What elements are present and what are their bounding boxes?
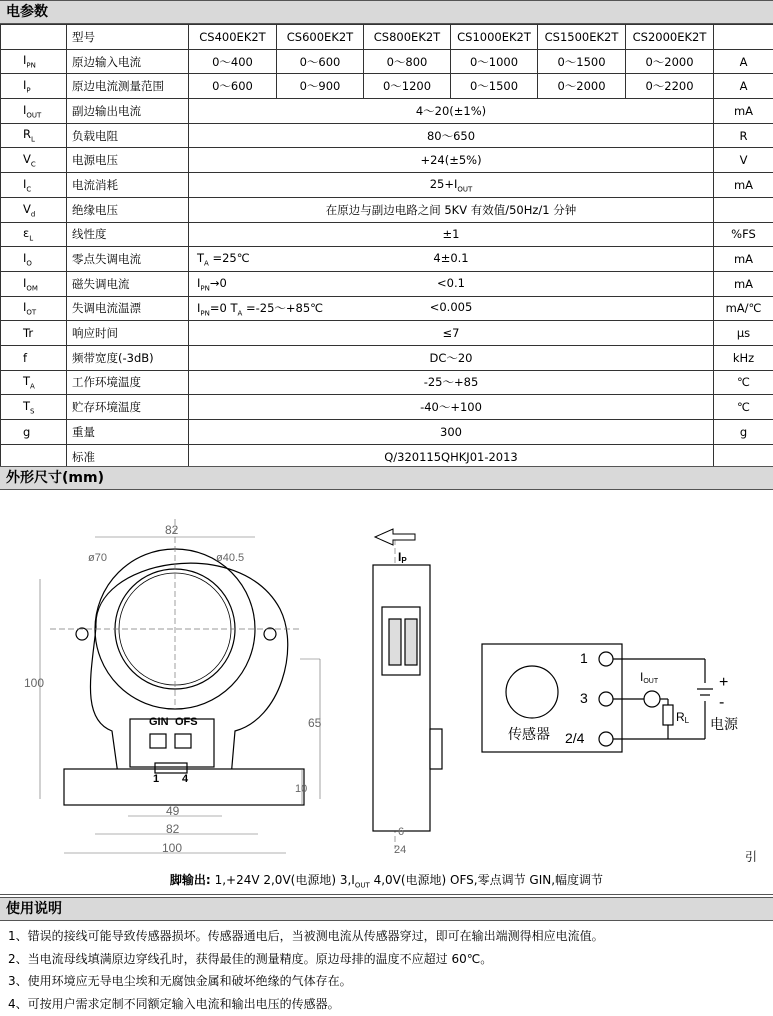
param-unit (714, 197, 773, 222)
table-row (1, 197, 773, 222)
table-row (1, 74, 773, 99)
symbol-main: V (23, 201, 31, 216)
table-row (1, 173, 773, 198)
param-value (189, 395, 714, 420)
dim-6: 6 (398, 826, 405, 838)
param-symbol (1, 271, 67, 296)
param-name: 原边电流测量范围 (67, 74, 189, 99)
param-value (189, 271, 714, 296)
param-unit: V (714, 148, 773, 173)
symbol-main: T (23, 399, 31, 413)
param-value (189, 173, 714, 198)
header-model-label: 型号 (67, 25, 189, 50)
symbol-main: I (23, 300, 27, 315)
model-5: CS2000EK2T (626, 25, 714, 50)
param-name: 磁失调电流 (67, 271, 189, 296)
param-unit: kHz (714, 345, 773, 370)
circuit-power-label: 电源 (710, 716, 738, 732)
symbol-sub: C (26, 185, 32, 194)
param-symbol (1, 370, 67, 395)
param-name: 频带宽度(-3dB) (67, 345, 189, 370)
param-value-text: <0.005 (429, 299, 473, 314)
param-value: 0～1500 (538, 49, 626, 74)
front-pin-4: 4 (182, 773, 189, 785)
symbol-sub: A (30, 382, 35, 391)
circuit-pin-2-4: 2/4 (565, 730, 585, 746)
model-4: CS1500EK2T (538, 25, 626, 50)
param-name: 零点失调电流 (67, 247, 189, 272)
param-value: 0～2000 (538, 74, 626, 99)
table-row (1, 271, 773, 296)
param-value (189, 296, 714, 321)
param-symbol (1, 345, 67, 370)
table-row (1, 247, 773, 272)
pin-output-line (0, 871, 773, 889)
cond-rest2: =-25～+85℃ (242, 300, 324, 315)
param-name: 电源电压 (67, 148, 189, 173)
param-value: 0～1000 (451, 49, 538, 74)
param-symbol (1, 420, 67, 445)
symbol-main: I (23, 176, 27, 191)
pins-label: 脚输出: (169, 873, 211, 887)
param-value: 0～1500 (451, 74, 538, 99)
circuit-rl-label: RL (676, 710, 690, 725)
param-unit: ℃ (714, 395, 773, 420)
dim-height-10: 10 (295, 783, 308, 795)
model-0: CS400EK2T (189, 25, 277, 50)
symbol-main: I (23, 275, 27, 290)
model-3: CS1000EK2T (451, 25, 538, 50)
param-value: 0～400 (189, 49, 277, 74)
value-main: ≤7 (442, 326, 460, 341)
param-value (189, 420, 714, 445)
param-symbol (1, 173, 67, 198)
param-name: 电流消耗 (67, 173, 189, 198)
param-value-text: <0.1 (437, 275, 465, 290)
params-section-title: 电参数 (0, 0, 773, 24)
param-value (189, 123, 714, 148)
param-symbol (1, 247, 67, 272)
ofs-label: OFS (175, 716, 198, 728)
param-name: 原边输入电流 (67, 49, 189, 74)
param-unit: A (714, 74, 773, 99)
param-unit: μs (714, 321, 773, 346)
yin-label: 引 (745, 850, 758, 864)
param-symbol (1, 49, 67, 74)
symbol-main: I (23, 78, 27, 93)
symbol-sub: OM (26, 283, 38, 292)
pins-text-sub: OUT (354, 881, 370, 890)
params-table (0, 24, 773, 469)
param-unit: %FS (714, 222, 773, 247)
param-name: 失调电流温漂 (67, 296, 189, 321)
table-row (1, 49, 773, 74)
param-symbol (1, 99, 67, 124)
model-1: CS600EK2T (277, 25, 364, 50)
symbol-main: R (23, 127, 31, 142)
cond-main: I (197, 275, 201, 290)
note-4: 4、可按用户需求定制不同额定输入电流和输出电压的传感器。 (8, 996, 340, 1011)
param-value: 0～600 (277, 49, 364, 74)
param-value: 0～2000 (626, 49, 714, 74)
param-name: 贮存环境温度 (67, 395, 189, 420)
param-symbol (1, 123, 67, 148)
param-name: 标准 (67, 444, 189, 469)
table-row (1, 296, 773, 321)
table-header-row (1, 25, 773, 50)
dim-width-100: 100 (162, 841, 183, 855)
value-main: 300 (440, 424, 462, 439)
pins-text-a: 1,+24V 2,0V(电源地) 3,I (214, 873, 355, 887)
param-value: 0～1200 (364, 74, 451, 99)
param-unit: ℃ (714, 370, 773, 395)
symbol-main: T (23, 374, 31, 389)
circuit-sensor-label: 传感器 (508, 726, 550, 742)
param-unit: A (714, 49, 773, 74)
value-sub: OUT (457, 185, 473, 194)
cond-rest: =25℃ (208, 250, 250, 265)
symbol-main: I (23, 102, 27, 117)
dim-width-49: 49 (166, 804, 180, 818)
table-row (1, 99, 773, 124)
symbol-sub: L (29, 234, 34, 243)
note-2: 2、当电流母线填满原边穿线孔时，获得最佳的测量精度。原边母排的温度不应超过 60℃。 (8, 951, 493, 966)
param-symbol (1, 222, 67, 247)
symbol-main: Tr (23, 326, 34, 341)
param-name: 负载电阻 (67, 123, 189, 148)
dim-height-100: 100 (24, 676, 45, 690)
symbol-sub: OUT (26, 111, 42, 120)
table-row (1, 420, 773, 445)
param-symbol (1, 74, 67, 99)
table-row (1, 345, 773, 370)
table-row (1, 222, 773, 247)
symbol-main: g (23, 424, 31, 439)
param-value (189, 99, 714, 124)
header-sym-cell (1, 25, 67, 50)
param-unit: R (714, 123, 773, 148)
value-main: -25～+85 (423, 375, 479, 390)
value-main: 25+I (429, 176, 458, 191)
param-unit: mA (714, 173, 773, 198)
dim-24: 24 (394, 844, 407, 856)
dim-dia-40-5: ø40.5 (216, 552, 245, 564)
circuit-plus: + (719, 674, 729, 691)
symbol-sub: S (30, 407, 35, 416)
cond-sub: PN (200, 309, 210, 318)
param-symbol (1, 395, 67, 420)
param-value: 0～900 (277, 74, 364, 99)
symbol-main: I (23, 53, 27, 68)
param-value-text: 4±0.1 (433, 250, 469, 265)
param-value: 0～600 (189, 74, 277, 99)
param-value (189, 321, 714, 346)
cond-main: T (197, 250, 205, 265)
note-3: 3、使用环境应无导电尘埃和无腐蚀金属和破坏绝缘的气体存在。 (8, 974, 352, 988)
table-row (1, 123, 773, 148)
gin-label: GIN (149, 716, 169, 728)
param-value (189, 345, 714, 370)
cond-sub2: A (237, 309, 243, 318)
usage-section-title: 使用说明 (0, 897, 773, 921)
value-main: 80～650 (426, 128, 476, 143)
dim-82-top: 82 (165, 523, 179, 537)
symbol-sub: OT (26, 308, 37, 317)
symbol-sub: L (31, 135, 35, 144)
value-main: +24(±5%) (420, 153, 482, 168)
symbol-sub: C (30, 160, 36, 169)
param-value (189, 247, 714, 272)
note-1: 1、错误的接线可能导致传感器损坏。传感器通电后，当被测电流从传感器穿过，即可在输出端测得相应电流值。 (8, 929, 604, 943)
value-main: 4～20(±1%) (415, 103, 487, 118)
param-unit: mA (714, 271, 773, 296)
param-unit: mA/℃ (714, 296, 773, 321)
table-row (1, 370, 773, 395)
param-unit: mA (714, 247, 773, 272)
param-name: 响应时间 (67, 321, 189, 346)
circuit-iout-label: IOUT (640, 670, 659, 685)
dim-height-65: 65 (308, 716, 322, 730)
param-name: 副边输出电流 (67, 99, 189, 124)
dimension-drawing (0, 489, 773, 895)
table-row (1, 321, 773, 346)
value-main: Q/320115QHKJ01-2013 (384, 449, 518, 464)
param-name: 线性度 (67, 222, 189, 247)
symbol-main: I (23, 250, 27, 265)
param-value: 0～800 (364, 49, 451, 74)
param-name: 重量 (67, 420, 189, 445)
circuit-pin-1: 1 (580, 650, 588, 666)
symbol-sub: PN (26, 61, 36, 70)
cond-rest: =0 T (209, 300, 238, 315)
pins-text-b: 4,0V(电源地) OFS,零点调节 GIN,幅度调节 (369, 873, 604, 887)
model-2: CS800EK2T (364, 25, 451, 50)
param-value (189, 370, 714, 395)
value-main: -40～+100 (420, 400, 482, 415)
param-value (189, 197, 714, 222)
symbol-main: f (23, 350, 28, 365)
value-main: ±1 (442, 227, 460, 242)
cond-sub: A (204, 259, 209, 268)
param-symbol (1, 197, 67, 222)
param-unit: mA (714, 99, 773, 124)
cond-rest: →0 (209, 275, 227, 290)
table-row (1, 395, 773, 420)
circuit-pin-3: 3 (580, 690, 588, 706)
table-row (1, 148, 773, 173)
param-symbol (1, 321, 67, 346)
param-condition (189, 251, 339, 267)
param-condition (189, 300, 389, 317)
param-name: 绝缘电压 (67, 197, 189, 222)
param-symbol (1, 148, 67, 173)
circuit-minus: - (719, 694, 725, 711)
param-value (189, 148, 714, 173)
dims-section-title: 外形尺寸(mm) (0, 466, 773, 490)
usage-notes (0, 925, 773, 1015)
cond-sub: PN (200, 283, 210, 292)
symbol-sub: d (30, 209, 36, 218)
param-value (189, 222, 714, 247)
front-pin-1: 1 (153, 773, 160, 785)
symbol-main: V (23, 152, 31, 167)
param-condition (189, 276, 339, 292)
header-unit-cell (714, 25, 773, 50)
param-value: 0～2200 (626, 74, 714, 99)
value-main: DC～20 (429, 350, 473, 365)
ip-direction-label: IP (398, 550, 407, 565)
cond-main: I (197, 300, 201, 315)
value-main: 在原边与副边电路之间 5KV 有效值/50Hz/1 分钟 (325, 202, 577, 217)
dim-width-82: 82 (166, 822, 180, 836)
symbol-sub: P (26, 86, 31, 95)
symbol-main: ε (23, 226, 30, 241)
param-name: 工作环境温度 (67, 370, 189, 395)
param-symbol (1, 296, 67, 321)
symbol-sub: O (26, 259, 32, 268)
dim-dia-70: ø70 (88, 552, 107, 564)
param-unit: g (714, 420, 773, 445)
